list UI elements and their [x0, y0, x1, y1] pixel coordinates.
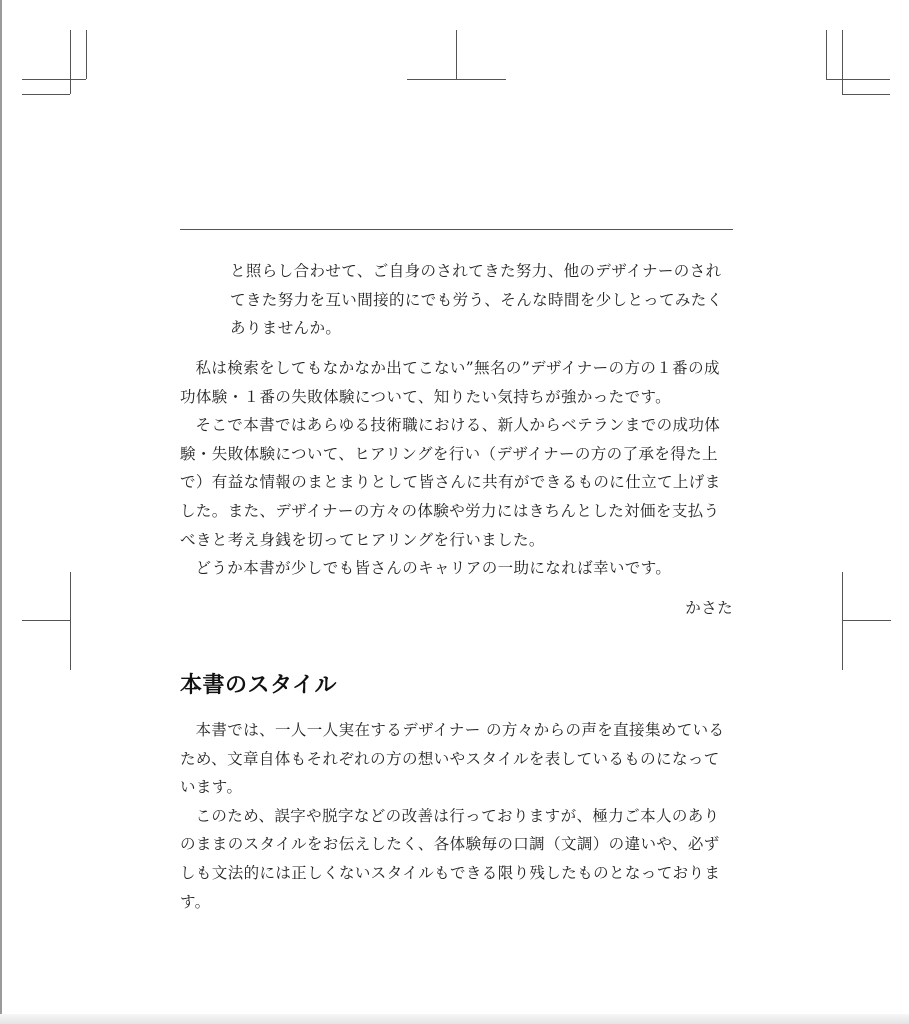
page-bottom-edge [0, 1014, 909, 1024]
section-heading: 本書のスタイル [180, 673, 338, 698]
register-mark [70, 572, 71, 670]
style-paragraph: このため、誤字や脱字などの改善は行っておりますが、極力ご本人のありのままのスタイルをお伝えしたく、各体験毎の口調（文調）の違いや、必ずしも文法的には正しくないスタイルもできる限り残したものとなっております。 [180, 806, 721, 911]
crop-mark [842, 94, 890, 95]
quote-block: と照らし合わせて、ご自身のされてきた努力、他のデザイナーのされてきた努力を互い間接的にでも労う、そんな時間を少しとってみたくありませんか。 [230, 262, 723, 338]
intro-section [180, 354, 733, 583]
crop-mark [826, 30, 827, 79]
style-paragraph: 本書では、一人一人実在するデザイナー の方々からの声を直接集めているため、文章自体もそれぞれの方の想いやスタイルを表しているものになっています。 [180, 721, 725, 797]
crop-mark [86, 30, 87, 79]
register-mark [456, 30, 457, 79]
author-signature: かさた [685, 599, 733, 617]
page-left-edge [0, 0, 2, 1024]
register-mark [842, 572, 843, 670]
register-mark [407, 79, 506, 80]
crop-mark [70, 30, 71, 94]
crop-mark [826, 79, 890, 80]
register-mark [842, 620, 891, 621]
crop-mark [22, 94, 70, 95]
crop-mark [842, 30, 843, 94]
register-mark [22, 620, 71, 621]
crop-mark [22, 79, 86, 80]
intro-paragraph: そこで本書ではあらゆる技術職における、新人からベテランまでの成功体験・失敗体験について、ヒアリングを行い（デザイナーの方の了承を得た上で）有益な情報のまとまりとして皆さんに共有ができるものに仕立て上げました。また、デザイナーの方々の体験や労力にはきちんとした対価を支払うべきと考え身銭を切ってヒアリングを行いました。 [180, 416, 721, 549]
intro-paragraph: どうか本書が少しでも皆さんのキャリアの一助になれば幸いです。 [195, 559, 672, 578]
intro-paragraph: 私は検索をしてもなかなか出てこない”無名の”デザイナーの方の１番の成功体験・１番の失敗体験について、知りたい気持ちが強かったです。 [180, 359, 720, 406]
header-rule [180, 229, 733, 230]
style-section [180, 716, 733, 916]
